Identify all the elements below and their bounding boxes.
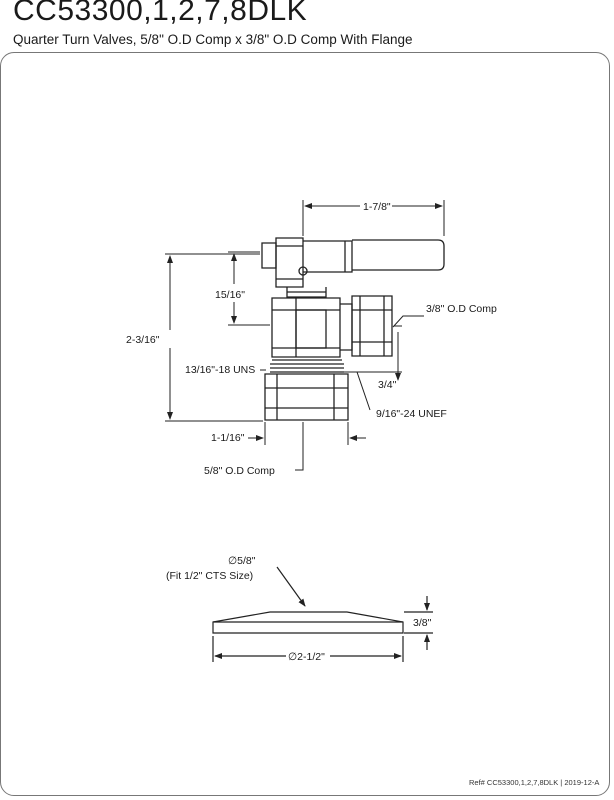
flange-height: 3/8": [413, 617, 432, 629]
label-inlet-thread: 13/16"-18 UNS: [185, 364, 256, 376]
valve-handle-lever: [352, 240, 444, 270]
dim-overall-height: 2-3/16": [126, 334, 160, 346]
flange-outer-diameter: ∅2-1/2": [288, 651, 325, 663]
inlet-threads: [270, 360, 344, 372]
drawing-title: CC53300,1,2,7,8DLK: [13, 0, 308, 27]
dim-outlet-offset: 3/4": [378, 379, 397, 391]
label-inlet-comp: 5/8" O.D Comp: [204, 465, 275, 477]
dim-handle-to-outlet: 15/16": [215, 289, 246, 301]
flange-fit-note: (Fit 1/2" CTS Size): [166, 570, 254, 582]
flange-inner-diameter: ∅5/8": [228, 555, 256, 567]
label-outlet-thread: 9/16"-24 UNEF: [376, 408, 447, 420]
valve-stem-collar: [262, 243, 276, 268]
dim-top-width: 1-7/8": [363, 201, 391, 213]
outlet-nut: [340, 304, 352, 350]
reference-number: Ref# CC53300,1,2,7,8DLK | 2019-12-A: [469, 778, 600, 787]
dim-inlet-width: 1-1/16": [211, 432, 245, 444]
label-outlet-comp: 3/8" O.D Comp: [426, 303, 497, 315]
valve-drawing: [262, 238, 444, 420]
drawing-subtitle: Quarter Turn Valves, 5/8" O.D Comp x 3/8" O.D Comp With Flange: [13, 32, 413, 47]
